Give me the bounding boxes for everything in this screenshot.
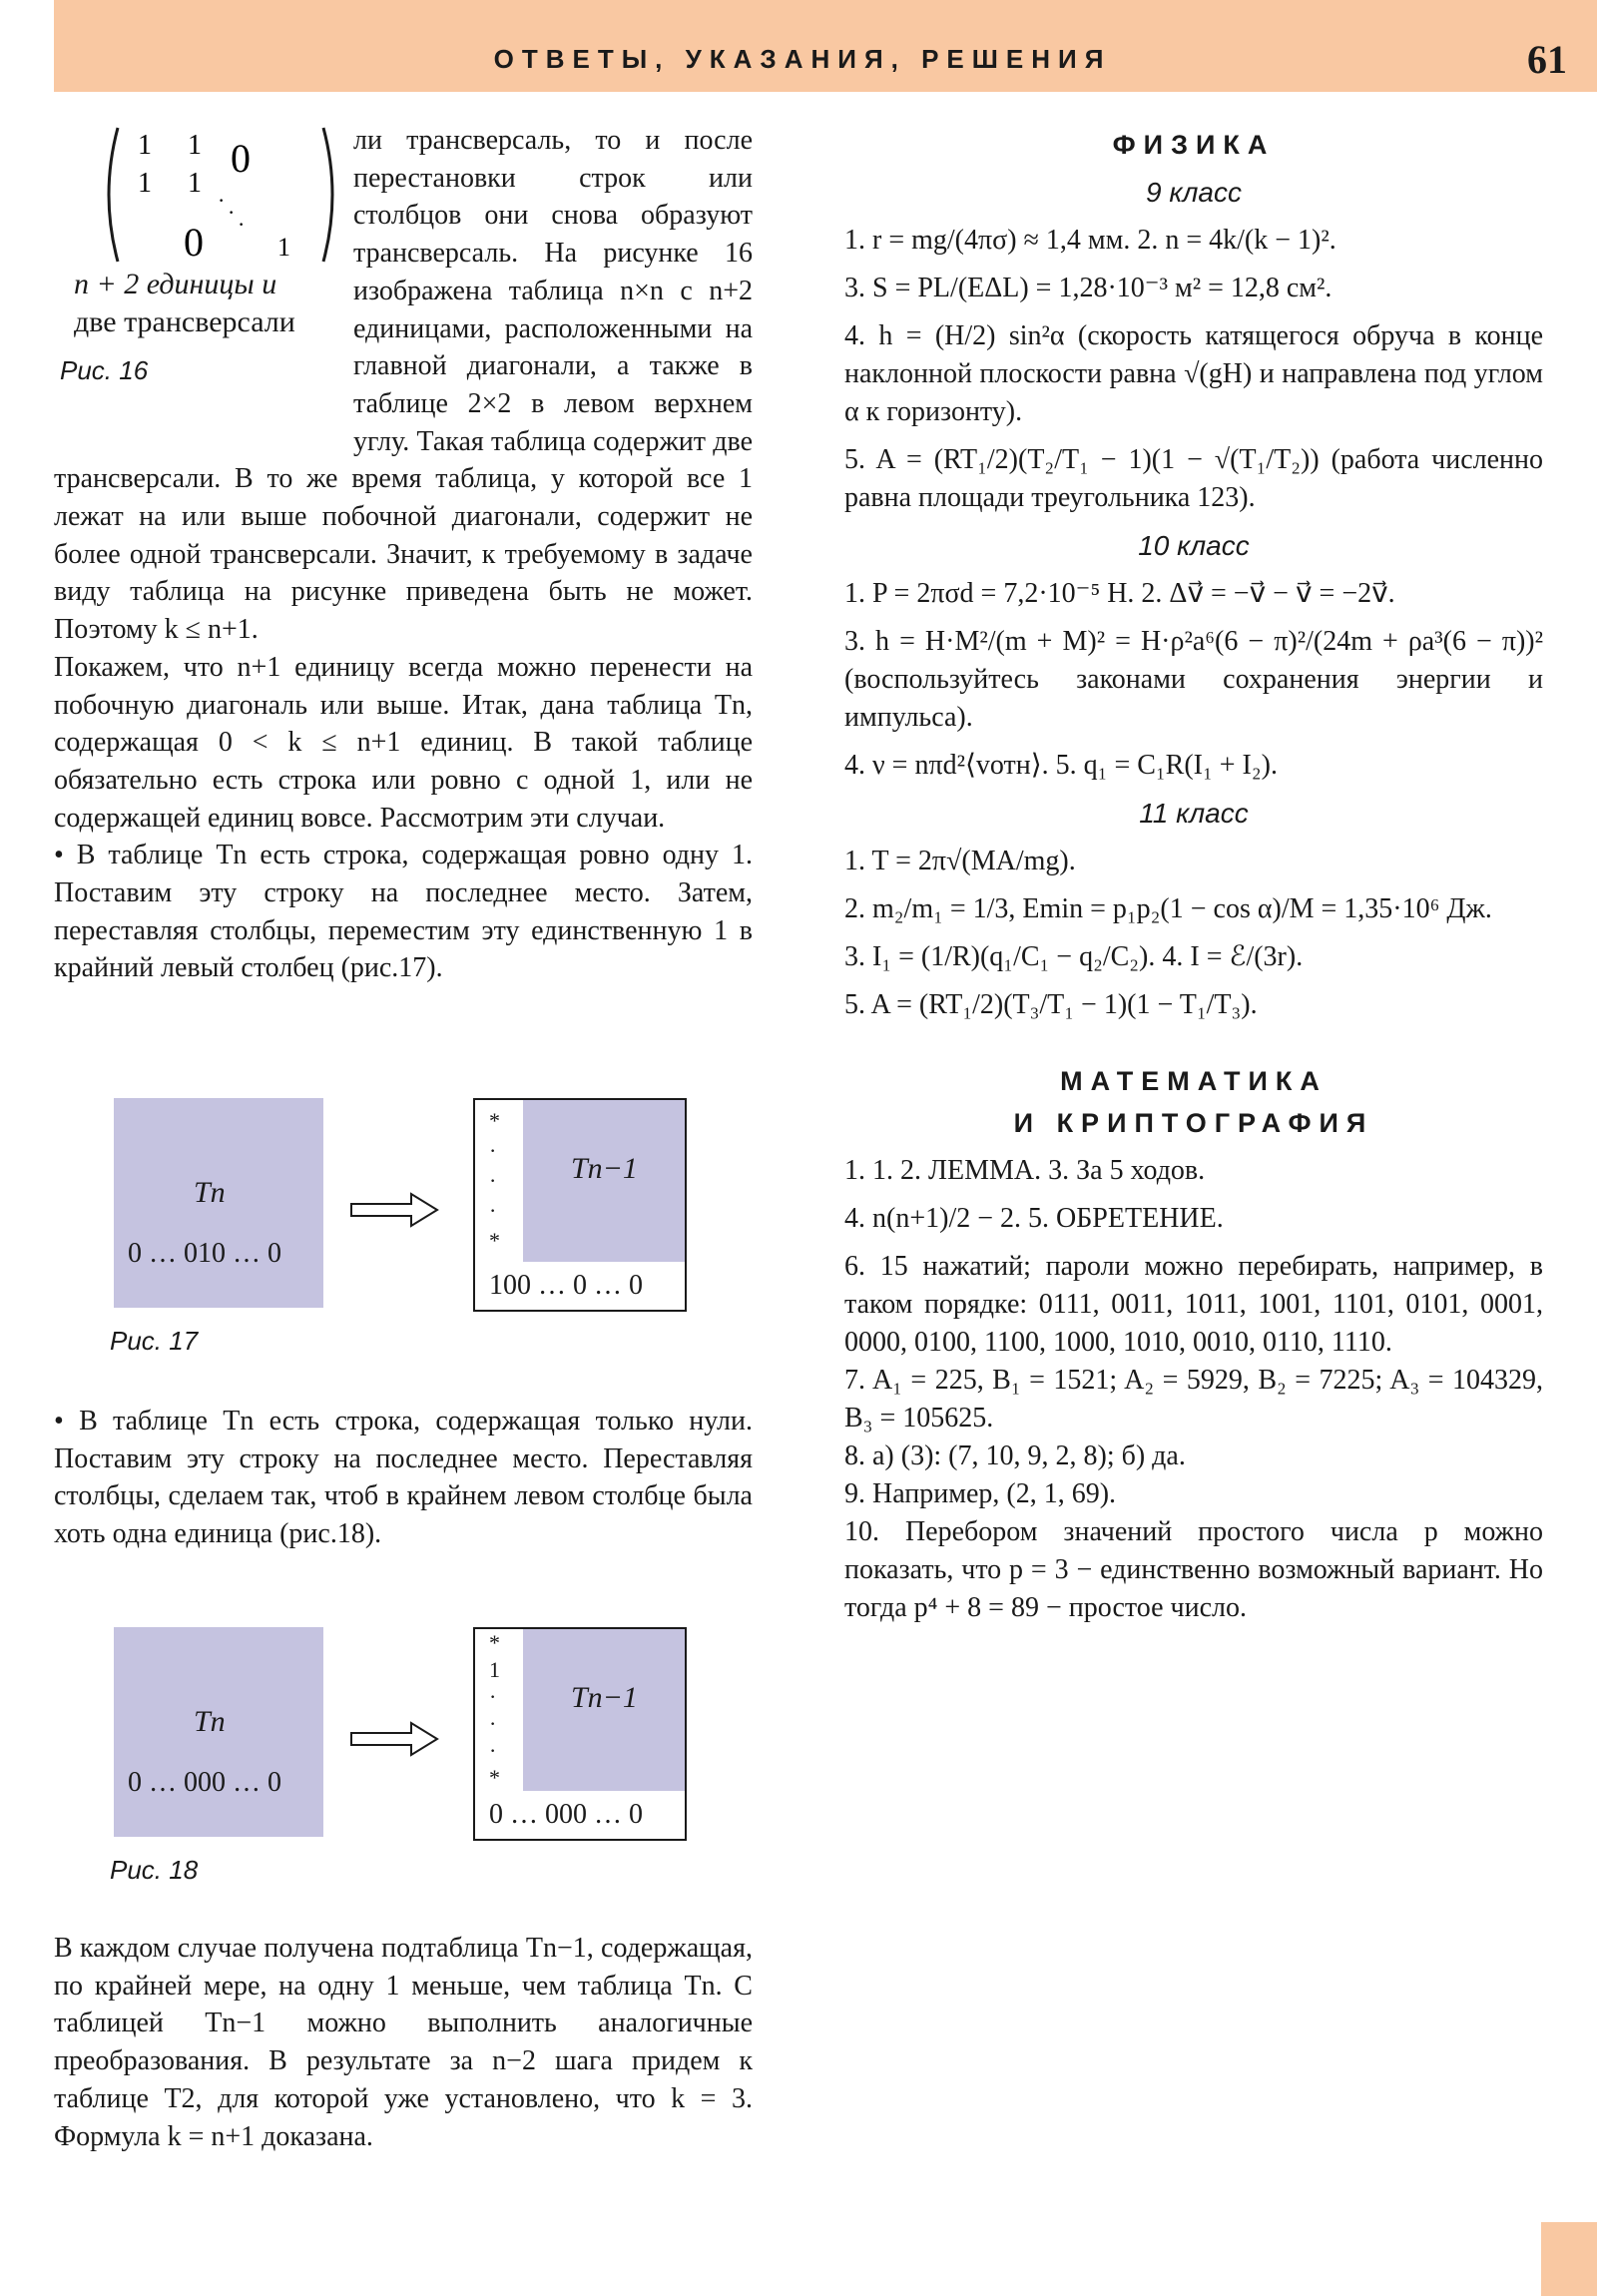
g11-answer-2: 2. m₂/m₁ = 1/3, Emin = p₁p₂(1 − cos α)/M = 1,35·10⁶ Дж. bbox=[844, 893, 1492, 924]
svg-text:·: · bbox=[218, 188, 226, 213]
g10-answer-1: 1. P = 2πσd = 7,2·10⁻⁵ Н. 2. Δv⃗ = −v⃗ − v⃗ = −2v⃗. bbox=[844, 578, 1395, 609]
math-answer-9: 9. Например, (2, 1, 69). bbox=[844, 1478, 1117, 1509]
svg-text:1: 1 bbox=[277, 233, 290, 262]
fig18-star-column: * 1 · · · * bbox=[489, 1630, 500, 1790]
figure-16-label: Рис. 16 bbox=[60, 355, 149, 385]
fig18-caption: Рис. 18 bbox=[110, 1855, 199, 1885]
fig17-right-row: 100 … 0 … 0 bbox=[489, 1270, 643, 1301]
right-column bbox=[844, 122, 1543, 1627]
svg-text:1: 1 bbox=[188, 168, 202, 199]
figure-16-caption-line2: две трансверсали bbox=[74, 305, 295, 338]
fig17-star-column: * · · · * bbox=[489, 1108, 500, 1253]
g11-answer-3: 3. I₁ = (1/R)(q₁/C₁ − q₂/C₂). 4. I = ℰ/(3r). bbox=[844, 941, 1304, 972]
fig17-left-table bbox=[114, 1098, 323, 1308]
fig17-caption: Рис. 17 bbox=[110, 1326, 199, 1356]
left-paragraph-2: Покажем, что n+1 единицу всегда можно перенести на побочную диагональ или выше. Итак, дана таблица Tn, содержащая 0 < k ≤ n+1 единиц. В такой таблице обязательно есть строка или ровно с одной 1, или не содержащей единиц вовсе. Рассмотрим эти случаи. bbox=[54, 651, 753, 834]
figure-16-caption-line1: n + 2 единицы и bbox=[74, 268, 277, 300]
figure-17 bbox=[54, 1098, 753, 1378]
left-paragraph-1: ли трансверсаль, то и после перестановки строк или столбцов они снова образуют трансверсаль. На рисунке 16 изображена таблица n×n с n+2 единицами, расположенными на главной диагонали, а также в таблице 2×2 в левом верхнем углу. Такая таблица содержит две трансверсали. В то же время таблица, у которой все 1 лежат на или выше побочной диагонали, содержит не более одной трансверсали. Значит, к требуемому в задаче виду таблица на рисунке приведена быть не может. Поэтому k ≤ n+1. bbox=[54, 125, 753, 646]
fig17-arrow-icon bbox=[349, 1192, 439, 1228]
page-corner-tab bbox=[1541, 2222, 1597, 2296]
left-p1 bbox=[54, 122, 753, 987]
g10-answer-3: 3. h = H·M²/(m + M)² = H·ρ²a⁶(6 − π)²/(24m + ρa³(6 − π))² (воспользуйтесь законами сохранения энергии и импульса). bbox=[844, 626, 1543, 733]
left-paragraph-5: В каждом случае получена подтаблица Tn−1, содержащая, по крайней мере, на одну 1 меньше, чем таблица Tn. С таблицей Tn−1 можно выполнить аналогичные преобразования. В результате за n−2 шага придем к таблице T2, для которой уже установлено, что k = 3. Формула k = n+1 доказана. bbox=[54, 1933, 753, 2152]
figure-18 bbox=[54, 1627, 753, 1907]
fig18-right-label: Tn−1 bbox=[571, 1681, 638, 1714]
math-answer-6: 6. 15 нажатий; пароли можно перебирать, например, в таком порядке: 0111, 0011, 1011, 1001, 1101, 0101, 0001, 0000, 0100, 1100, 1000, 1010, 0010, 0110, 1110. bbox=[844, 1251, 1543, 1358]
svg-text:·: · bbox=[238, 212, 246, 237]
g9-answer-1: 1. r = mg/(4πσ) ≈ 1,4 мм. 2. n = 4k/(k − 1)². bbox=[844, 225, 1336, 256]
math-answer-1: 1. 1. 2. ЛЕММА. 3. За 5 ходов. bbox=[844, 1155, 1206, 1186]
fig18-left-row: 0 … 000 … 0 bbox=[128, 1767, 281, 1798]
grade9-heading: 9 класс bbox=[1146, 177, 1242, 208]
left-p5-wrap bbox=[54, 1930, 753, 2155]
left-paragraph-4: • В таблице Tn есть строка, содержащая только нули. Поставим эту строку на последнее место. Переставляя столбцы, сделаем так, чтоб в крайнем левом столбце была хоть одна единица (рис.18). bbox=[54, 1406, 753, 1550]
fig17-left-row: 0 … 010 … 0 bbox=[128, 1238, 281, 1269]
grade11-heading: 11 класс bbox=[1139, 798, 1249, 829]
fig18-left-table bbox=[114, 1627, 323, 1837]
g11-answer-5: 5. A = (RT₁/2)(T₃/T₁ − 1)(1 − T₁/T₃). bbox=[844, 989, 1258, 1020]
fig17-right-label: Tn−1 bbox=[571, 1152, 638, 1185]
g9-answer-3: 3. S = PL/(EΔL) = 1,28·10⁻³ м² = 12,8 см². bbox=[844, 273, 1332, 303]
header-title: ОТВЕТЫ, УКАЗАНИЯ, РЕШЕНИЯ bbox=[493, 44, 1112, 74]
grade10-heading: 10 класс bbox=[1138, 530, 1250, 561]
svg-text:·: · bbox=[228, 200, 236, 225]
math-answer-7: 7. A₁ = 225, B₁ = 1521; A₂ = 5929, B₂ = 7225; A₃ = 104329, B₃ = 105625. bbox=[844, 1365, 1543, 1434]
svg-text:1: 1 bbox=[138, 168, 152, 199]
svg-text:1: 1 bbox=[138, 130, 152, 161]
math-answer-8: 8. а) (3): (7, 10, 9, 2, 8); б) да. bbox=[844, 1440, 1186, 1471]
fig18-right-table bbox=[473, 1627, 687, 1841]
math-title-1: МАТЕМАТИКА bbox=[1060, 1066, 1328, 1096]
left-paragraph-3: • В таблице Tn есть строка, содержащая ровно одну 1. Поставим эту строку на последнее место. Затем, переставляя столбцы, переместим эту единственную 1 в крайний левый столбец (рис.17). bbox=[54, 840, 753, 984]
fig17-right-table bbox=[473, 1098, 687, 1312]
g10-answer-4: 4. ν = nπd²⟨vотн⟩. 5. q₁ = C₁R(I₁ + I₂). bbox=[844, 750, 1278, 781]
physics-title: ФИЗИКА bbox=[1112, 130, 1276, 160]
svg-text:0: 0 bbox=[184, 220, 204, 265]
left-p4-wrap bbox=[54, 1403, 753, 1553]
fig17-left-label: Tn bbox=[194, 1176, 226, 1209]
fig18-left-label: Tn bbox=[194, 1705, 226, 1738]
g9-answer-4: 4. h = (H/2) sin²α (скорость катящегося обруча в конце наклонной плоскости равна √(gH) и направлена под углом α к горизонту). bbox=[844, 320, 1543, 427]
svg-text:0: 0 bbox=[231, 136, 251, 181]
fig18-right-row: 0 … 000 … 0 bbox=[489, 1799, 643, 1830]
fig18-arrow-icon bbox=[349, 1721, 439, 1757]
svg-text:1: 1 bbox=[188, 130, 202, 161]
math-answer-4: 4. n(n+1)/2 − 2. 5. ОБРЕТЕНИЕ. bbox=[844, 1203, 1224, 1234]
g11-answer-1: 1. T = 2π√(MA/mg). bbox=[844, 846, 1076, 876]
math-title-2: И КРИПТОГРАФИЯ bbox=[1013, 1108, 1374, 1138]
math-answer-10: 10. Перебором значений простого числа p можно показать, что p = 3 − единственно возможный вариант. Но тогда p⁴ + 8 = 89 − простое число. bbox=[844, 1516, 1543, 1623]
page-number: 61 bbox=[1527, 37, 1567, 82]
page-header bbox=[54, 0, 1597, 92]
g9-answer-5: 5. A = (RT₁/2)(T₂/T₁ − 1)(1 − √(T₁/T₂)) (работа численно равна площади треугольника 123). bbox=[844, 444, 1543, 513]
